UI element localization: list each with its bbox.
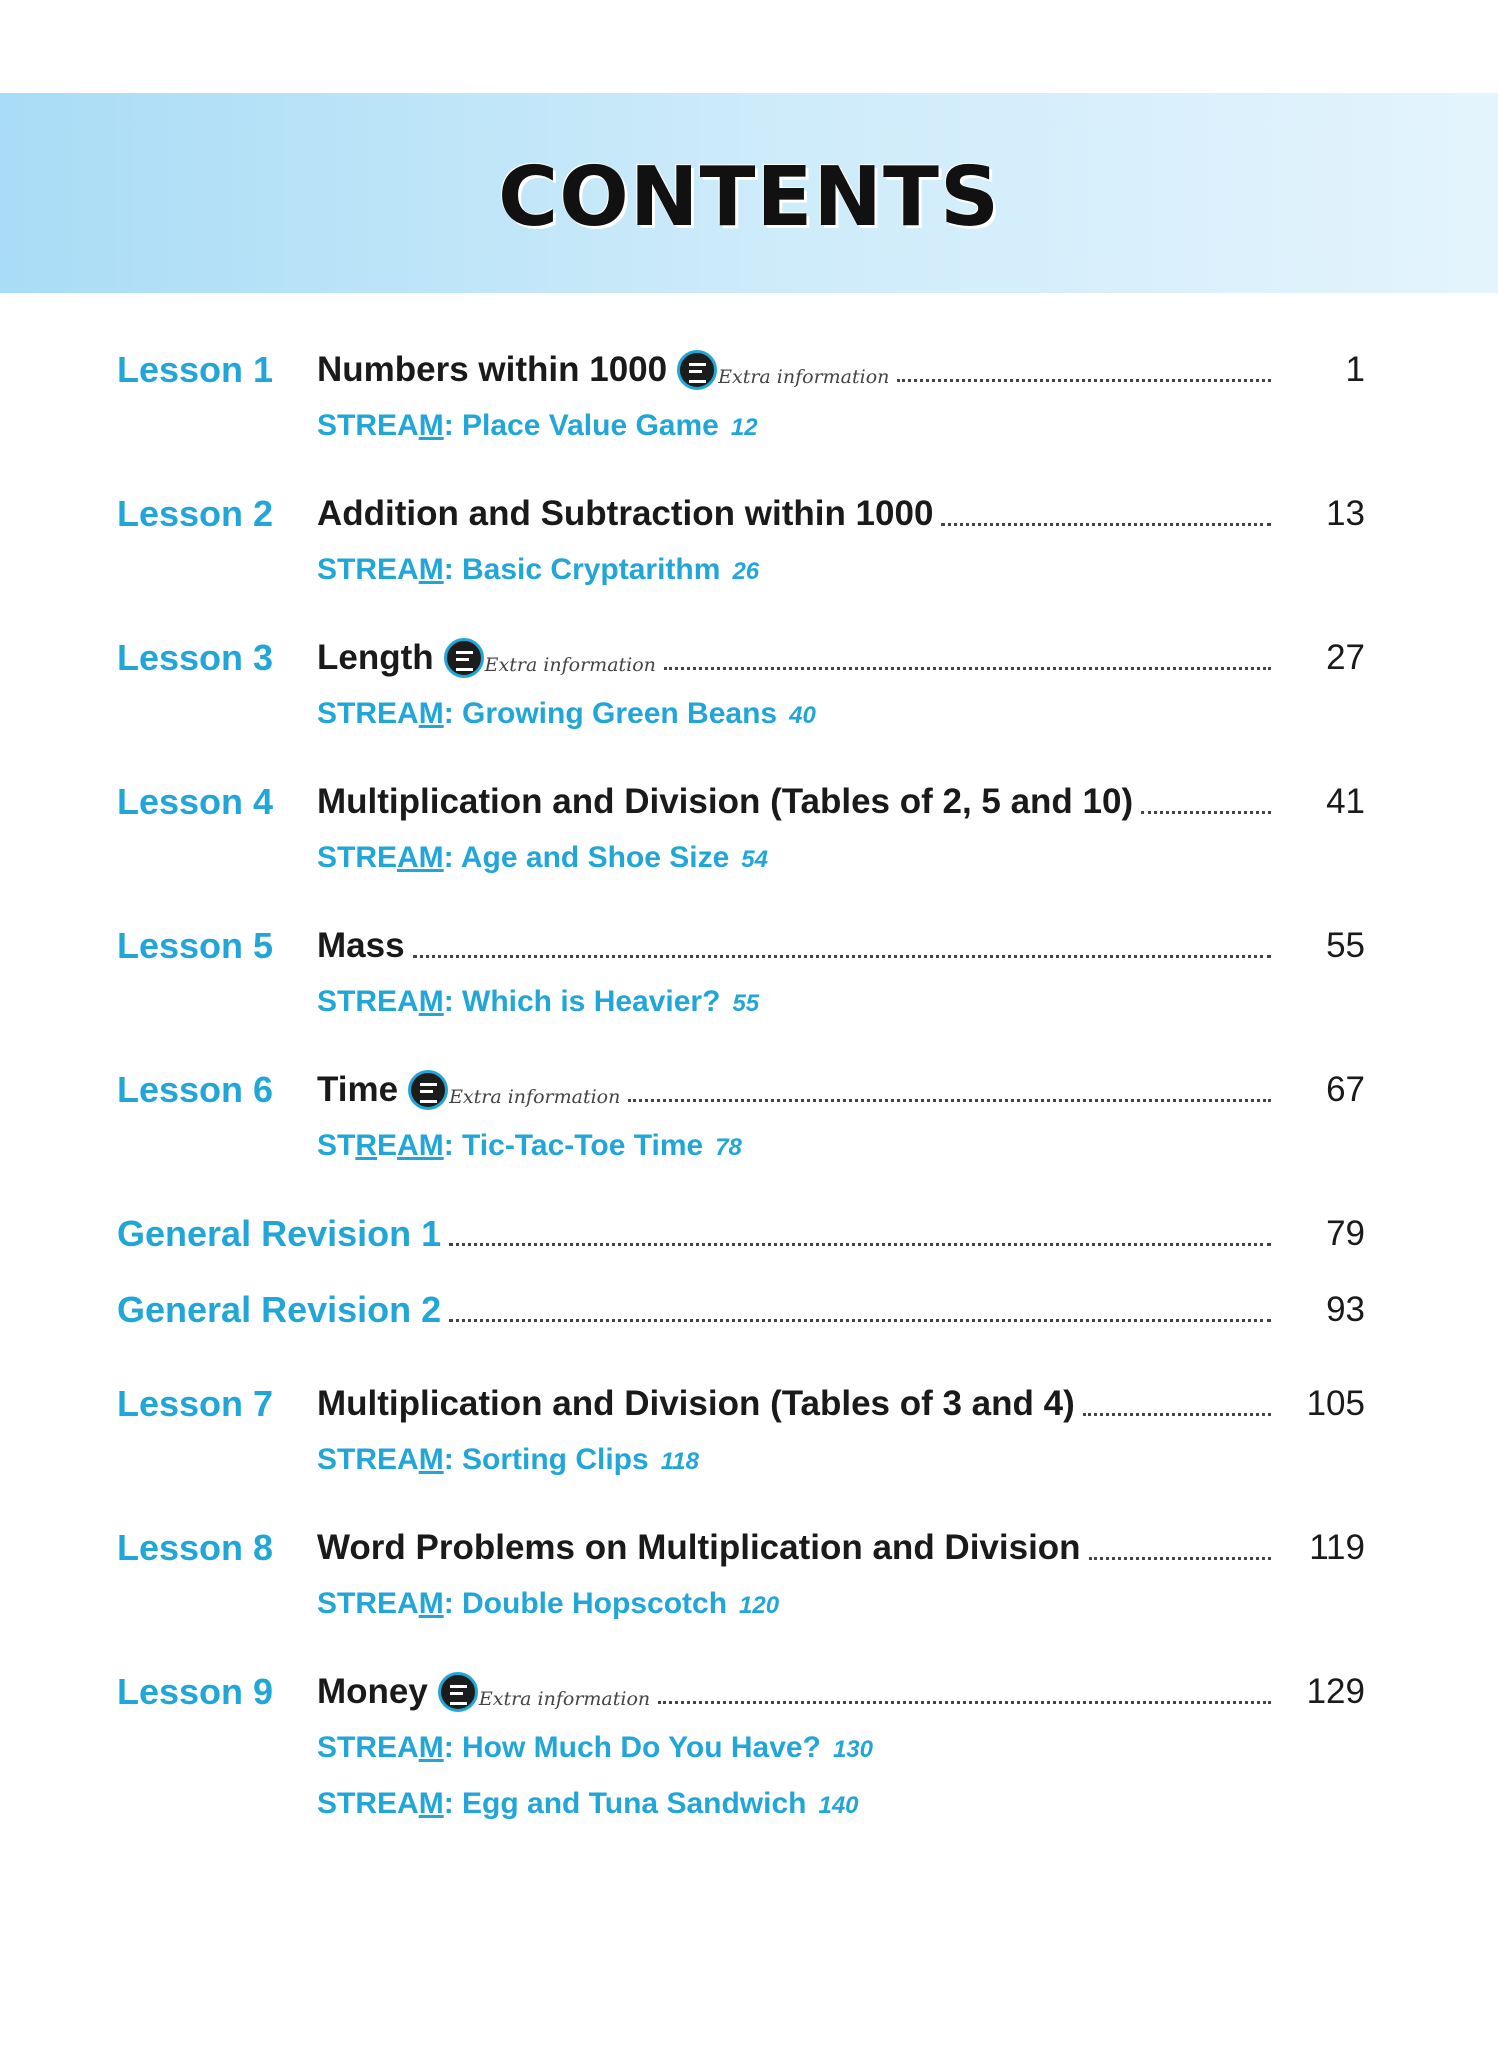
page-number: 119 xyxy=(1309,1528,1365,1567)
stream-activity[interactable] xyxy=(317,694,816,736)
stream-activity-title: : How Much Do You Have? xyxy=(443,1731,821,1764)
dot-leader xyxy=(941,523,1271,526)
stream-activity-title: : Place Value Game xyxy=(443,409,719,442)
toc-title-row[interactable] xyxy=(317,348,1277,392)
lesson-title: Word Problems on Multiplication and Division xyxy=(317,1528,1081,1567)
page-number: 13 xyxy=(1326,494,1365,533)
page-number: 41 xyxy=(1326,782,1365,821)
stream-activity-title: : Double Hopscotch xyxy=(443,1587,728,1620)
dot-leader xyxy=(449,1319,1271,1322)
revision-title: General Revision 2 xyxy=(117,1289,442,1330)
dot-leader xyxy=(449,1243,1271,1246)
page-number: 93 xyxy=(1326,1290,1365,1329)
stream-activity[interactable] xyxy=(317,1784,859,1826)
stream-prefix: STRE xyxy=(317,841,398,874)
lesson-title: Length xyxy=(317,638,434,677)
toc-title-row[interactable] xyxy=(117,1212,1277,1256)
stream-page-number: 118 xyxy=(660,1448,699,1475)
stream-page-number: 54 xyxy=(741,846,768,873)
stream-underlined-letter: M xyxy=(418,697,444,730)
stream-prefix: STREA xyxy=(317,1787,419,1820)
stream-page-number: 120 xyxy=(739,1592,780,1619)
stream-activity[interactable] xyxy=(317,406,758,448)
stream-page-number: 140 xyxy=(818,1792,859,1819)
toc-title-row[interactable] xyxy=(117,1288,1277,1332)
page-number: 67 xyxy=(1326,1070,1365,1109)
stream-activity-title: : Which is Heavier? xyxy=(443,985,721,1018)
stream-middle: E xyxy=(377,1129,398,1162)
stream-underlined-letter: AM xyxy=(397,841,444,874)
stream-activity[interactable] xyxy=(317,1584,779,1626)
toc-title-row[interactable] xyxy=(317,492,1277,536)
stream-page-number: 55 xyxy=(732,990,760,1017)
lesson-label: Lesson 8 xyxy=(117,1527,274,1568)
stream-prefix: STREA xyxy=(317,409,419,442)
lesson-label: Lesson 7 xyxy=(117,1383,274,1424)
revision-title: General Revision 1 xyxy=(117,1213,442,1254)
stream-prefix: ST xyxy=(317,1129,356,1162)
stream-activity-title: : Egg and Tuna Sandwich xyxy=(443,1787,807,1820)
stream-prefix: STREA xyxy=(317,697,419,730)
page-number: 27 xyxy=(1326,638,1365,677)
extra-information-label: Extra information xyxy=(718,366,890,388)
stream-page-number: 40 xyxy=(789,702,816,729)
stream-activity-title: : Age and Shoe Size xyxy=(443,841,730,874)
stream-activity[interactable] xyxy=(317,1728,873,1770)
page-number: 129 xyxy=(1306,1672,1365,1711)
toc-title-row[interactable] xyxy=(317,1068,1277,1112)
stream-activity-title: : Sorting Clips xyxy=(443,1443,649,1476)
toc-title-row[interactable] xyxy=(317,1382,1277,1426)
lesson-title: Multiplication and Division (Tables of 2, 5 and 10) xyxy=(317,782,1134,821)
toc-title-row[interactable] xyxy=(317,1526,1277,1570)
stream-page-number: 12 xyxy=(730,414,758,441)
lesson-label: Lesson 1 xyxy=(117,349,274,390)
dot-leader xyxy=(1089,1557,1271,1560)
toc-title-row[interactable] xyxy=(317,636,1277,680)
extra-information-label: Extra information xyxy=(484,654,656,676)
lesson-title: Addition and Subtraction within 1000 xyxy=(317,494,934,533)
lesson-label: Lesson 4 xyxy=(117,781,274,822)
stream-activity[interactable] xyxy=(317,982,759,1024)
lesson-title: Mass xyxy=(317,926,405,965)
stream-underlined-letter: AM xyxy=(397,1129,444,1162)
stream-underlined-letter: M xyxy=(418,1587,444,1620)
stream-underlined-letter: M xyxy=(418,409,444,442)
stream-activity-title: : Tic-Tac-Toe Time xyxy=(443,1129,704,1162)
stream-activity-title: : Basic Cryptarithm xyxy=(443,553,721,586)
extra-information-icon xyxy=(444,638,484,678)
stream-page-number: 130 xyxy=(832,1736,873,1763)
stream-underlined-letter: M xyxy=(418,1443,444,1476)
extra-information-icon xyxy=(408,1070,448,1110)
page-title: CONTENTS xyxy=(497,150,1001,245)
stream-activity[interactable] xyxy=(317,1440,699,1482)
lesson-label: Lesson 3 xyxy=(117,637,274,678)
lesson-label: Lesson 2 xyxy=(117,493,274,534)
stream-activity[interactable] xyxy=(317,1126,742,1168)
extra-information-label: Extra information xyxy=(478,1688,651,1710)
stream-prefix: STREA xyxy=(317,1587,419,1620)
lesson-label: Lesson 9 xyxy=(117,1671,274,1712)
dot-leader xyxy=(1141,811,1271,814)
stream-page-number: 26 xyxy=(732,558,760,585)
page-number: 55 xyxy=(1326,926,1365,965)
page-number: 1 xyxy=(1345,350,1365,389)
extra-information-icon xyxy=(677,350,717,390)
dot-leader xyxy=(658,1701,1271,1704)
stream-underlined-letter: M xyxy=(418,1731,444,1764)
dot-leader xyxy=(897,379,1271,382)
lesson-label: Lesson 5 xyxy=(117,925,274,966)
dot-leader xyxy=(664,667,1271,670)
stream-prefix: STREA xyxy=(317,985,419,1018)
stream-prefix: STREA xyxy=(317,1731,419,1764)
stream-activity[interactable] xyxy=(317,838,768,880)
dot-leader xyxy=(413,955,1271,958)
stream-underlined-letter: M xyxy=(418,985,444,1018)
lesson-title: Multiplication and Division (Tables of 3 and 4) xyxy=(317,1384,1075,1423)
toc-title-row[interactable] xyxy=(317,924,1277,968)
lesson-title: Time xyxy=(317,1070,399,1109)
stream-page-number: 78 xyxy=(715,1134,742,1161)
toc-title-row[interactable] xyxy=(317,1670,1277,1714)
lesson-title: Money xyxy=(317,1672,428,1711)
lesson-label: Lesson 6 xyxy=(117,1069,274,1110)
toc-title-row[interactable] xyxy=(317,780,1277,824)
page-number: 79 xyxy=(1326,1214,1365,1253)
stream-prefix: STREA xyxy=(317,553,419,586)
stream-underlined-letter: M xyxy=(418,553,444,586)
extra-information-icon xyxy=(438,1672,478,1712)
stream-underlined-letter: M xyxy=(418,1787,444,1820)
stream-activity-title: : Growing Green Beans xyxy=(443,697,778,730)
dot-leader xyxy=(628,1099,1271,1102)
dot-leader xyxy=(1083,1413,1271,1416)
stream-prefix: STREA xyxy=(317,1443,419,1476)
extra-information-label: Extra information xyxy=(449,1086,621,1108)
stream-activity[interactable] xyxy=(317,550,759,592)
lesson-title: Numbers within 1000 xyxy=(317,350,668,389)
page-number: 105 xyxy=(1306,1384,1365,1423)
stream-underlined-letter: R xyxy=(355,1129,378,1162)
